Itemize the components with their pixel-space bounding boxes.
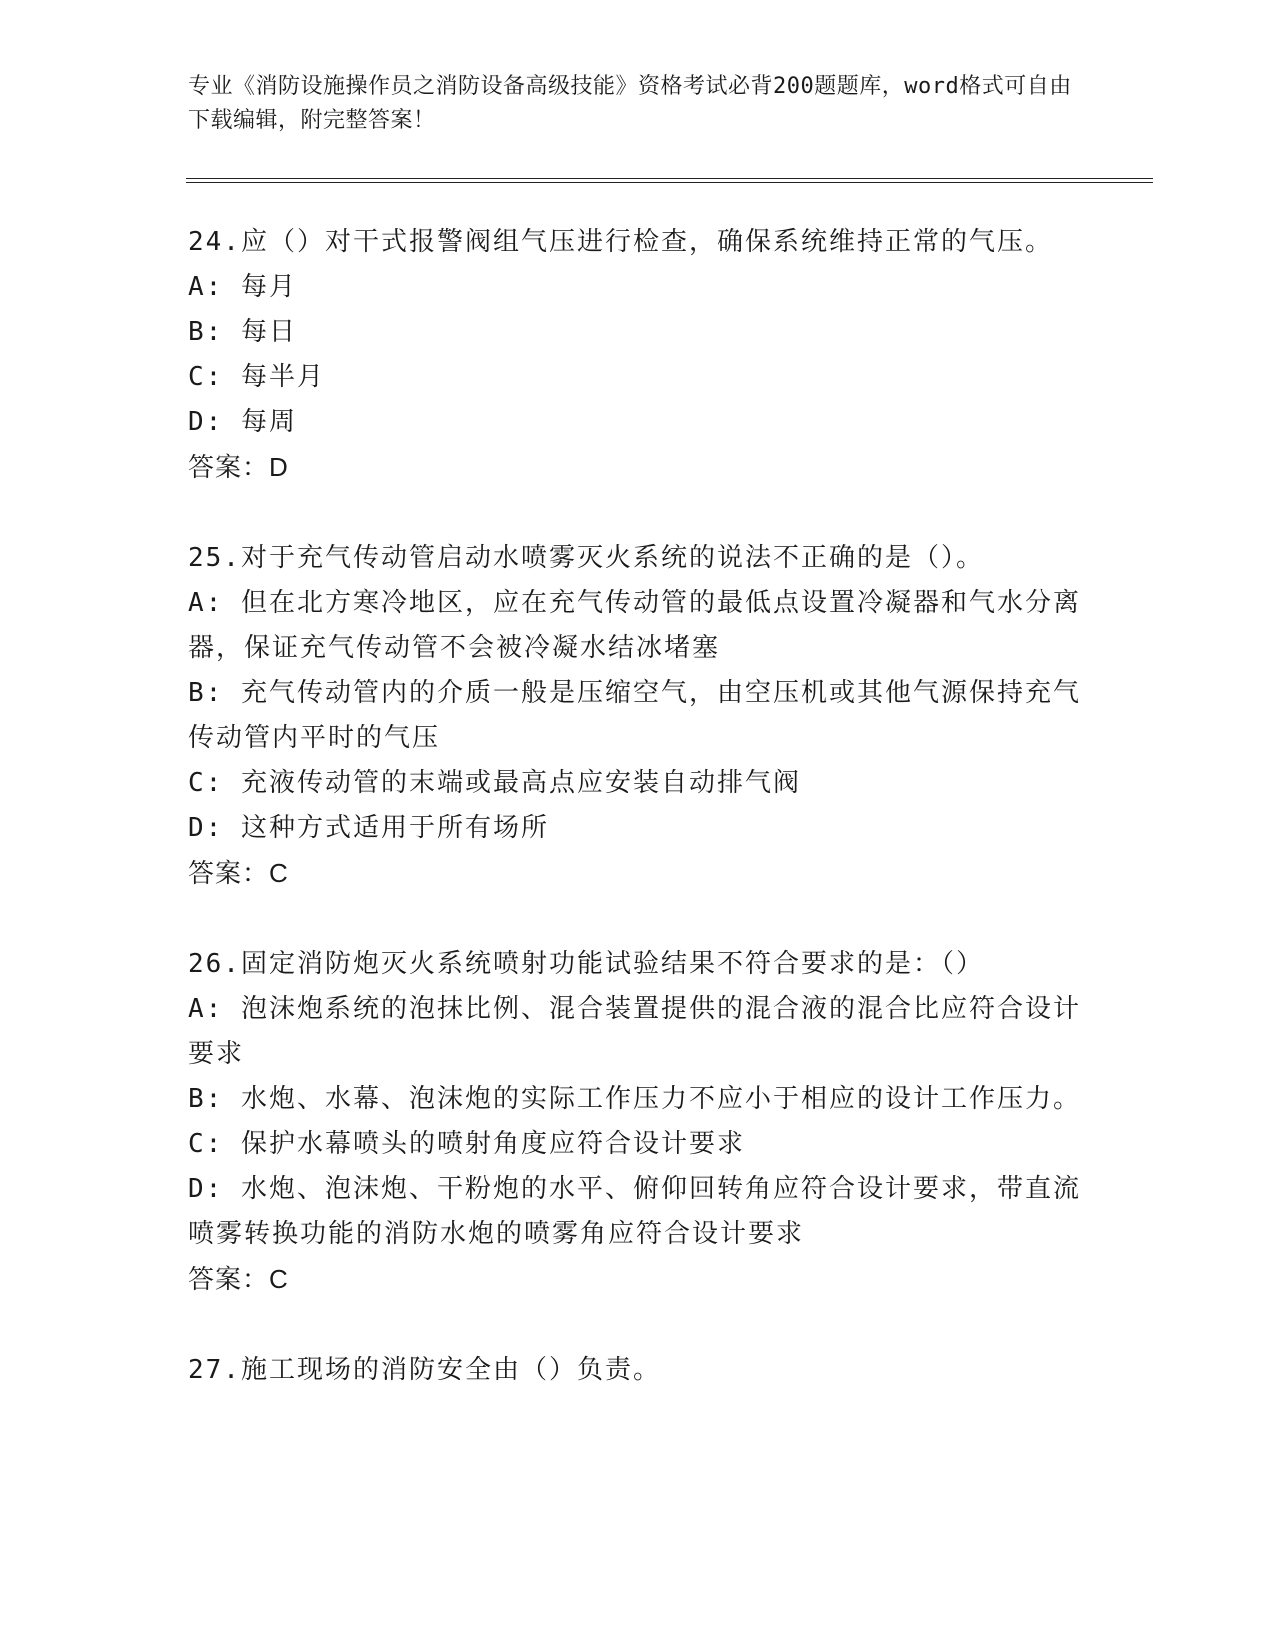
question-stem: 25.对于充气传动管启动水喷雾灭火系统的说法不正确的是（）。 <box>188 543 984 573</box>
option-a: A: 泡沫炮系统的泡抹比例、混合装置提供的混合液的混合比应符合设计要求 <box>188 994 1081 1069</box>
question-25 <box>188 536 1088 896</box>
question-26 <box>188 942 1088 1302</box>
option-a: A: 每月 <box>188 272 297 302</box>
document-header <box>188 70 1088 138</box>
question-27 <box>188 1348 1088 1393</box>
option-b: B: 水炮、水幕、泡沫炮的实际工作压力不应小于相应的设计工作压力。 <box>188 1084 1081 1114</box>
option-b: B: 每日 <box>188 317 297 347</box>
answer-line: 答案：C <box>188 1264 289 1294</box>
question-stem: 26.固定消防炮灭火系统喷射功能试验结果不符合要求的是：（） <box>188 949 984 979</box>
question-stem: 24.应（）对干式报警阀组气压进行检查，确保系统维持正常的气压。 <box>188 227 1053 257</box>
option-c: C: 保护水幕喷头的喷射角度应符合设计要求 <box>188 1129 745 1159</box>
option-c: C: 充液传动管的末端或最高点应安装自动排气阀 <box>188 768 801 798</box>
header-text: 专业《消防设施操作员之消防设备高级技能》资格考试必背200题题库，word格式可自由下载编辑，附完整答案！ <box>188 74 1072 133</box>
option-b: B: 充气传动管内的介质一般是压缩空气，由空压机或其他气源保持充气传动管内平时的气压 <box>188 678 1081 753</box>
header-divider-bottom <box>186 182 1153 183</box>
option-c: C: 每半月 <box>188 362 325 392</box>
option-a: A: 但在北方寒冷地区，应在充气传动管的最低点设置冷凝器和气水分离器，保证充气传动管不会被冷凝水结冰堵塞 <box>188 588 1081 663</box>
answer-line: 答案：D <box>188 452 289 482</box>
option-d: D: 这种方式适用于所有场所 <box>188 813 549 843</box>
option-d: D: 水炮、泡沫炮、干粉炮的水平、俯仰回转角应符合设计要求，带直流喷雾转换功能的消防水炮的喷雾角应符合设计要求 <box>188 1174 1081 1249</box>
option-d: D: 每周 <box>188 407 297 437</box>
question-list <box>188 220 1088 1439</box>
question-stem: 27.施工现场的消防安全由（）负责。 <box>188 1355 661 1385</box>
header-divider-top <box>186 178 1153 179</box>
answer-line: 答案：C <box>188 858 289 888</box>
question-24 <box>188 220 1088 490</box>
